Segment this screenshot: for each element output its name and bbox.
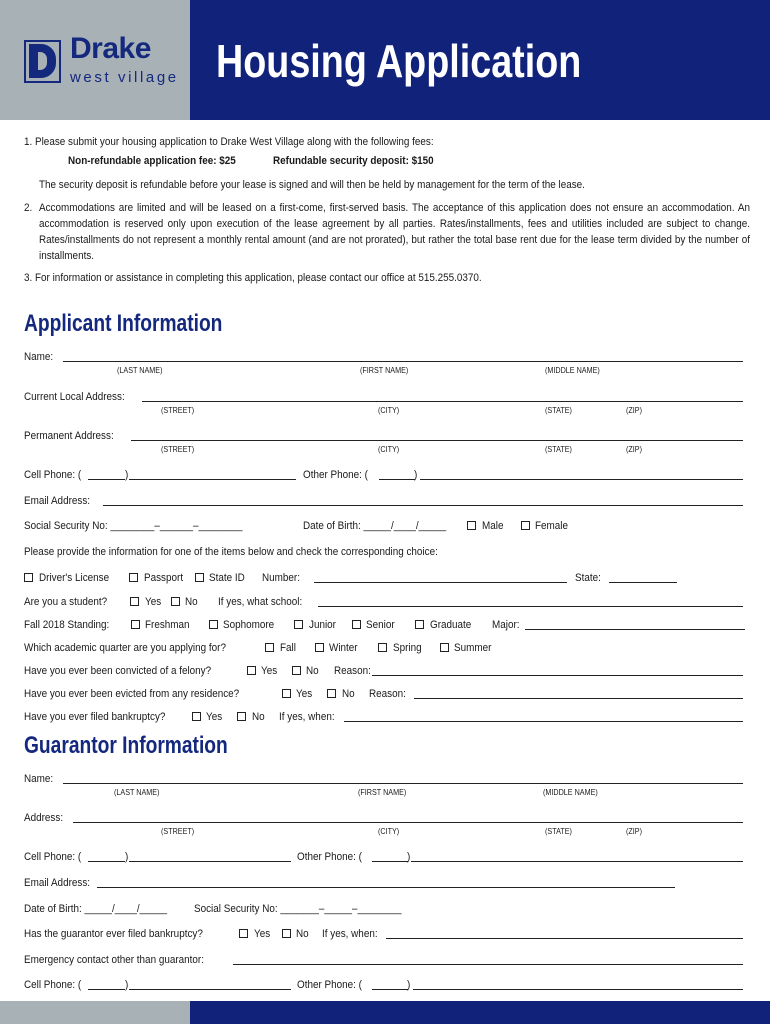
bankruptcy-yes-checkbox[interactable] (192, 712, 201, 721)
cell-phone-label: Cell Phone: ( (24, 469, 82, 481)
zip-caption: (ZIP) (626, 445, 643, 454)
drivers-license-label: Driver's License (39, 572, 110, 584)
major-label: Major: (492, 619, 520, 631)
emergency-cell-field[interactable] (129, 989, 291, 990)
guarantor-ssn-field[interactable]: Social Security No: _______–_____–________ (194, 903, 402, 915)
guarantor-address-field[interactable] (73, 822, 743, 823)
winter-label: Winter (329, 642, 358, 654)
email-label: Email Address: (24, 495, 91, 507)
summer-label: Summer (454, 642, 492, 654)
bankruptcy-when-label: If yes, when: (279, 711, 335, 723)
other-phone-field[interactable] (420, 479, 743, 480)
felony-reason-field[interactable] (372, 675, 743, 676)
felony-yes-checkbox[interactable] (247, 666, 256, 675)
state-id-label: State ID (209, 572, 245, 584)
paren-close: ) (407, 851, 411, 863)
street-caption: (STREET) (161, 827, 195, 836)
first-name-caption: (FIRST NAME) (358, 788, 407, 797)
other-phone-label: Other Phone: ( (303, 469, 368, 481)
senior-label: Senior (366, 619, 395, 631)
eviction-no-checkbox[interactable] (327, 689, 336, 698)
fall-label: Fall (280, 642, 296, 654)
local-address-label: Current Local Address: (24, 391, 125, 403)
guarantor-when-label: If yes, when: (322, 928, 378, 940)
first-name-caption: (FIRST NAME) (360, 366, 409, 375)
guarantor-other-field[interactable] (411, 861, 743, 862)
application-fee: Non-refundable application fee: $25 (68, 155, 236, 167)
no-label: No (342, 688, 355, 700)
graduate-checkbox[interactable] (415, 620, 424, 629)
instruction-2-number: 2. (24, 202, 33, 214)
other-area-code-field[interactable] (379, 479, 415, 480)
freshman-label: Freshman (145, 619, 190, 631)
ssn-field[interactable]: Social Security No: ________–______–________ (24, 520, 243, 532)
bankruptcy-question: Have you ever filed bankruptcy? (24, 711, 166, 723)
yes-label: Yes (296, 688, 313, 700)
female-checkbox[interactable] (521, 521, 530, 530)
emergency-other-area-field[interactable] (372, 989, 408, 990)
yes-label: Yes (145, 596, 162, 608)
security-deposit: Refundable security deposit: $150 (273, 155, 434, 167)
no-label: No (306, 665, 319, 677)
guarantor-other-area-field[interactable] (372, 861, 408, 862)
city-caption: (CITY) (378, 827, 400, 836)
male-checkbox[interactable] (467, 521, 476, 530)
paren-close: ) (125, 469, 129, 481)
eviction-reason-label: Reason: (369, 688, 406, 700)
guarantor-when-field[interactable] (386, 938, 743, 939)
felony-question: Have you ever been convicted of a felony? (24, 665, 212, 677)
instruction-3: 3. For information or assistance in completing this application, please contact our office at 515.255.0370. (24, 272, 482, 284)
guarantor-dob-field[interactable]: Date of Birth: _____/____/_____ (24, 903, 168, 915)
felony-no-checkbox[interactable] (292, 666, 301, 675)
junior-label: Junior (309, 619, 336, 631)
guarantor-bankruptcy-no-checkbox[interactable] (282, 929, 291, 938)
guarantor-bankruptcy-question: Has the guarantor ever filed bankruptcy? (24, 928, 203, 940)
spring-label: Spring (393, 642, 422, 654)
instruction-1: 1. Please submit your housing application to Drake West Village along with the following fees: (24, 136, 434, 148)
no-label: No (296, 928, 309, 940)
female-label: Female (535, 520, 569, 532)
applicant-name-field[interactable] (63, 361, 743, 362)
applicant-section-title: Applicant Information (24, 310, 223, 337)
school-label: If yes, what school: (218, 596, 303, 608)
student-question: Are you a student? (24, 596, 108, 608)
state-id-checkbox[interactable] (195, 573, 204, 582)
male-label: Male (482, 520, 504, 532)
city-caption: (CITY) (378, 406, 400, 415)
yes-label: Yes (254, 928, 271, 940)
middle-name-caption: (MIDDLE NAME) (545, 366, 600, 375)
guarantor-other-label: Other Phone: ( (297, 851, 362, 863)
student-yes-checkbox[interactable] (130, 597, 139, 606)
logo-subtitle: west village (70, 69, 179, 86)
id-number-field[interactable] (314, 582, 567, 583)
last-name-caption: (LAST NAME) (117, 366, 163, 375)
eviction-yes-checkbox[interactable] (282, 689, 291, 698)
street-caption: (STREET) (161, 445, 195, 454)
guarantor-cell-field[interactable] (129, 861, 291, 862)
bankruptcy-when-field[interactable] (344, 721, 743, 722)
eviction-reason-field[interactable] (414, 698, 743, 699)
zip-caption: (ZIP) (626, 406, 643, 415)
page-title: Housing Application (216, 35, 582, 87)
guarantor-address-label: Address: (24, 812, 64, 824)
permanent-address-label: Permanent Address: (24, 430, 114, 442)
no-label: No (252, 711, 265, 723)
paren-close: ) (407, 979, 411, 991)
state-caption: (STATE) (545, 445, 572, 454)
yes-label: Yes (206, 711, 223, 723)
guarantor-cell-label: Cell Phone: ( (24, 851, 82, 863)
last-name-caption: (LAST NAME) (114, 788, 160, 797)
school-field[interactable] (318, 606, 743, 607)
major-field[interactable] (525, 629, 745, 630)
id-state-field[interactable] (609, 582, 677, 583)
sophomore-checkbox[interactable] (209, 620, 218, 629)
winter-checkbox[interactable] (315, 643, 324, 652)
deposit-note: The security deposit is refundable before your lease is signed and will then be held by management for the term of the lease. (39, 179, 585, 191)
spring-checkbox[interactable] (378, 643, 387, 652)
local-address-field[interactable] (142, 401, 743, 402)
graduate-label: Graduate (430, 619, 472, 631)
permanent-address-field[interactable] (131, 440, 743, 441)
emergency-cell-label: Cell Phone: ( (24, 979, 82, 991)
guarantor-email-field[interactable] (97, 887, 675, 888)
city-caption: (CITY) (378, 445, 400, 454)
cell-phone-field[interactable] (129, 479, 296, 480)
state-caption: (STATE) (545, 827, 572, 836)
standing-label: Fall 2018 Standing: (24, 619, 110, 631)
state-caption: (STATE) (545, 406, 572, 415)
guarantor-email-label: Email Address: (24, 877, 91, 889)
footer-navy-bar (190, 1001, 770, 1024)
guarantor-name-label: Name: (24, 773, 54, 785)
paren-close: ) (125, 979, 129, 991)
drake-logo-icon (24, 40, 61, 83)
footer-gray-bar (0, 1001, 190, 1024)
yes-label: Yes (261, 665, 278, 677)
passport-label: Passport (144, 572, 184, 584)
junior-checkbox[interactable] (294, 620, 303, 629)
emergency-contact-label: Emergency contact other than guarantor: (24, 954, 204, 966)
emergency-other-field[interactable] (413, 989, 743, 990)
id-state-label: State: (575, 572, 601, 584)
id-number-label: Number: (262, 572, 300, 584)
guarantor-name-field[interactable] (63, 783, 743, 784)
emergency-contact-field[interactable] (233, 964, 743, 965)
middle-name-caption: (MIDDLE NAME) (543, 788, 598, 797)
cell-area-code-field[interactable] (88, 479, 125, 480)
email-field[interactable] (103, 505, 743, 506)
guarantor-cell-area-field[interactable] (88, 861, 125, 862)
guarantor-section-title: Guarantor Information (24, 732, 228, 759)
no-label: No (185, 596, 198, 608)
eviction-question: Have you ever been evicted from any residence? (24, 688, 240, 700)
applicant-name-label: Name: (24, 351, 54, 363)
zip-caption: (ZIP) (626, 827, 643, 836)
paren-close: ) (414, 469, 418, 481)
quarter-question: Which academic quarter are you applying for? (24, 642, 226, 654)
summer-checkbox[interactable] (440, 643, 449, 652)
passport-checkbox[interactable] (129, 573, 138, 582)
instruction-2: Accommodations are limited and will be leased on a first-come, first-served basis. The acceptance of this application does not ensure an accommodation. An accommodation is reserved only upon execution of the lease agreement by all parties. Rates/installments, fees and utilities included are subject to change. Rates/installments do not represent a monthly rental amount (and are not prorated), but rather the total base rent due for the lease term divided by the number of installments. (39, 202, 750, 262)
student-no-checkbox[interactable] (171, 597, 180, 606)
felony-reason-label: Reason: (334, 665, 371, 677)
id-instruction: Please provide the information for one of the items below and check the corresponding choice: (24, 546, 438, 558)
drivers-license-checkbox[interactable] (24, 573, 33, 582)
sophomore-label: Sophomore (223, 619, 275, 631)
street-caption: (STREET) (161, 406, 195, 415)
guarantor-bankruptcy-yes-checkbox[interactable] (239, 929, 248, 938)
senior-checkbox[interactable] (352, 620, 361, 629)
fall-checkbox[interactable] (265, 643, 274, 652)
emergency-cell-area-field[interactable] (88, 989, 125, 990)
logo-name: Drake (70, 32, 151, 65)
paren-close: ) (125, 851, 129, 863)
dob-field[interactable]: Date of Birth: _____/____/_____ (303, 520, 447, 532)
bankruptcy-no-checkbox[interactable] (237, 712, 246, 721)
emergency-other-label: Other Phone: ( (297, 979, 362, 991)
freshman-checkbox[interactable] (131, 620, 140, 629)
